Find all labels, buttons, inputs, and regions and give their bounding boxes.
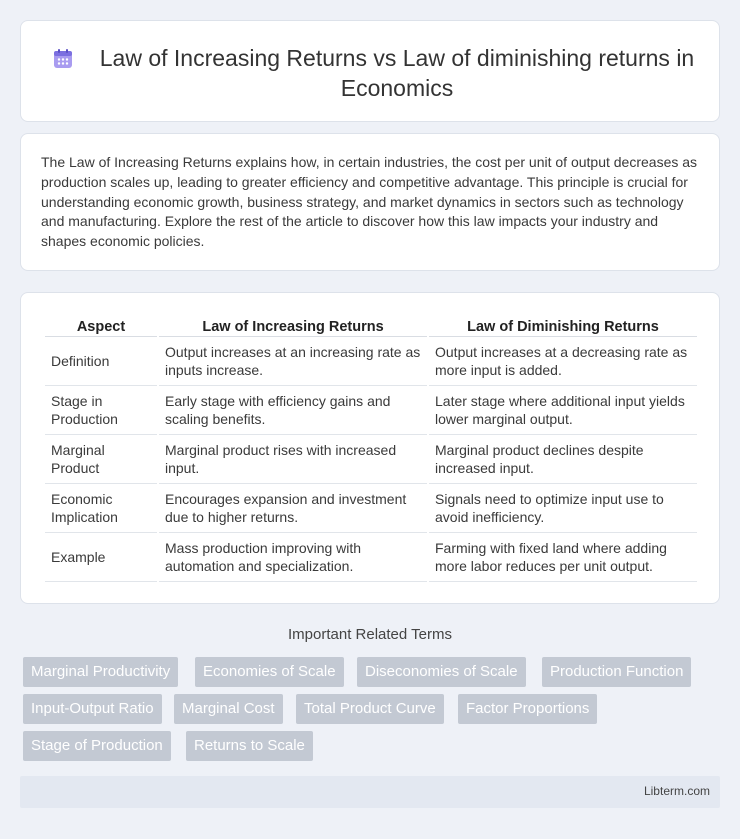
related-terms-heading: Important Related Terms	[288, 626, 452, 643]
tag-input-output-ratio[interactable]: Input-Output Ratio	[23, 694, 162, 724]
tag-returns-to-scale[interactable]: Returns to Scale	[186, 731, 313, 761]
tag-marginal-productivity[interactable]: Marginal Productivity	[23, 657, 178, 687]
row-diminishing: Later stage where additional input yields lower marginal output.	[429, 386, 697, 435]
row-increasing: Mass production improving with automation and specialization.	[159, 533, 427, 582]
row-diminishing: Output increases at a decreasing rate as more input is added.	[429, 337, 697, 386]
row-aspect: Definition	[45, 337, 157, 386]
row-aspect: Example	[45, 533, 157, 582]
row-aspect: Economic Implication	[45, 484, 157, 533]
tag-diseconomies-of-scale[interactable]: Diseconomies of Scale	[357, 657, 526, 687]
title-card	[20, 20, 720, 122]
table-row	[45, 435, 697, 484]
row-increasing: Encourages expansion and investment due to higher returns.	[159, 484, 427, 533]
tag-factor-proportions[interactable]: Factor Proportions	[458, 694, 597, 724]
comparison-table	[43, 315, 699, 582]
table-row	[45, 337, 697, 386]
header-increasing: Law of Increasing Returns	[159, 315, 427, 337]
table-row	[45, 484, 697, 533]
tag-stage-of-production[interactable]: Stage of Production	[23, 731, 171, 761]
row-increasing: Output increases at an increasing rate as inputs increase.	[159, 337, 427, 386]
intro-paragraph: The Law of Increasing Returns explains how, in certain industries, the cost per unit of output decreases as production scales up, leading to greater efficiency and competitive advantage. This principle is crucial for understanding economic growth, business strategy, and market dynamics in sectors such as technology and manufacturing. Explore the rest of the article to discover how this law impacts your industry and shapes economic policies.	[41, 154, 698, 250]
row-increasing: Early stage with efficiency gains and scaling benefits.	[159, 386, 427, 435]
tag-total-product-curve[interactable]: Total Product Curve	[296, 694, 444, 724]
row-diminishing: Marginal product declines despite increased input.	[429, 435, 697, 484]
tag-marginal-cost[interactable]: Marginal Cost	[174, 694, 283, 724]
footer	[20, 776, 720, 808]
table-header-row	[45, 315, 697, 337]
row-increasing: Marginal product rises with increased input.	[159, 435, 427, 484]
page-title: Law of Increasing Returns vs Law of diminishing returns in Economics	[99, 45, 695, 101]
row-diminishing: Signals need to optimize input use to avoid inefficiency.	[429, 484, 697, 533]
intro-card	[20, 133, 720, 271]
row-diminishing: Farming with fixed land where adding more labor reduces per unit output.	[429, 533, 697, 582]
footer-site-link[interactable]: Libterm.com	[643, 784, 710, 798]
row-aspect: Stage in Production	[45, 386, 157, 435]
table-row	[45, 386, 697, 435]
table-row	[45, 533, 697, 582]
header-diminishing: Law of Diminishing Returns	[429, 315, 697, 337]
row-aspect: Marginal Product	[45, 435, 157, 484]
tag-economies-of-scale[interactable]: Economies of Scale	[195, 657, 344, 687]
tag-production-function[interactable]: Production Function	[542, 657, 691, 687]
comparison-card	[20, 292, 720, 604]
header-aspect: Aspect	[45, 315, 157, 337]
